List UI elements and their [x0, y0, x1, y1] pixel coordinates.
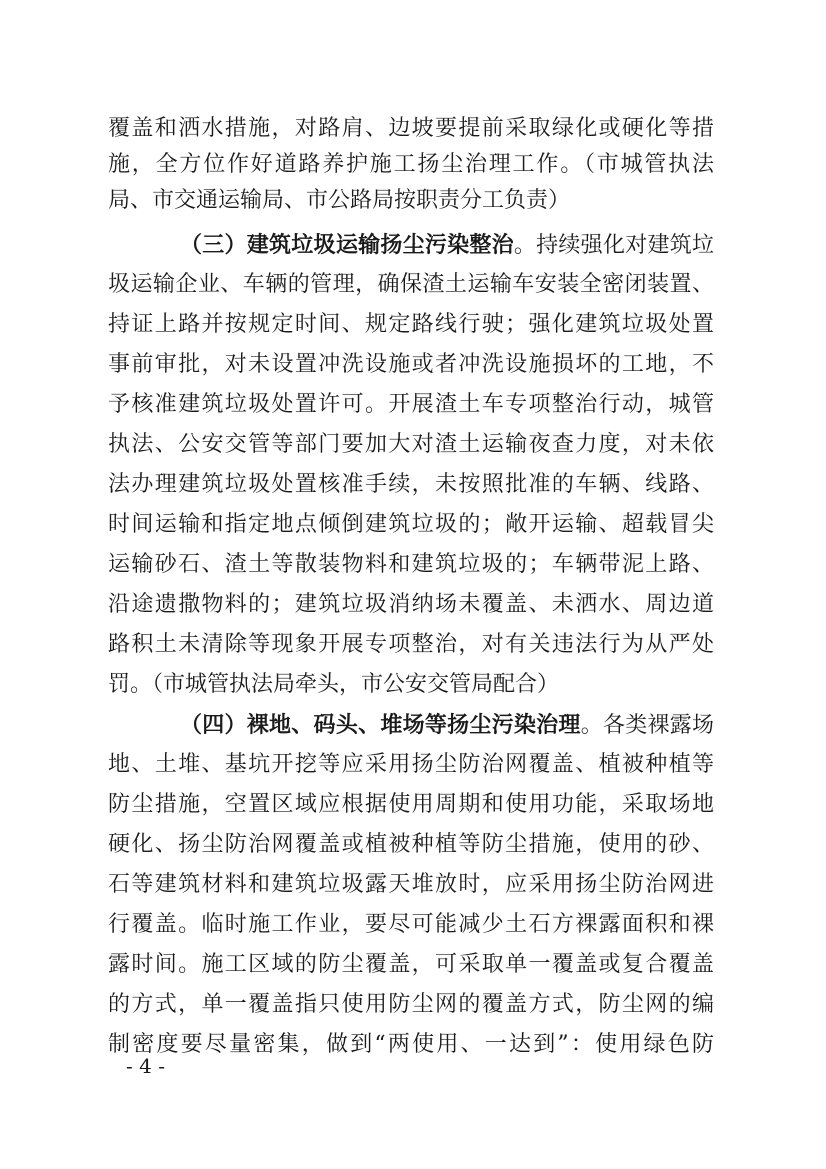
text-line-19: 硬化、扬尘防治网覆盖或植被种植等防尘措施，使用的砂、	[108, 832, 714, 857]
section-4-heading-line: （四）裸地、码头、堆场等扬尘污染治理。各类裸露场	[180, 712, 714, 738]
text-line-11: 时间运输和指定地点倾倒建筑垃圾的；敞开运输、超载冒尖	[108, 512, 714, 537]
text-line-2: 施，全方位作好道路养护施工扬尘治理工作。（市城管执法	[108, 152, 714, 177]
text-line-18: 防尘措施，空置区域应根据使用周期和使用功能，采取场地	[108, 792, 714, 817]
text-line-9: 执法、公安交管等部门要加大对渣土运输夜查力度，对未依	[108, 432, 714, 457]
text-line-3: 局、市交通运输局、市公路局按职责分工负责）	[108, 188, 571, 213]
text-line-13: 沿途遗撒物料的；建筑垃圾消纳场未覆盖、未洒水、周边道	[108, 592, 714, 617]
text-line-20: 石等建筑材料和建筑垃圾露天堆放时，应采用扬尘防治网进	[108, 872, 714, 897]
text-line-6: 持证上路并按规定时间、规定路线行驶；强化建筑垃圾处置	[108, 312, 714, 337]
text-line-21: 行覆盖。临时施工作业，要尽可能减少土石方裸露面积和裸	[108, 912, 714, 937]
text-line-8: 予核准建筑垃圾处置许可。开展渣土车专项整治行动，城管	[108, 392, 714, 417]
section-4-heading: （四）裸地、码头、堆场等扬尘污染治理	[180, 712, 581, 738]
page-number: - 4 -	[126, 1054, 165, 1078]
section-3-heading-line: （三）建筑垃圾运输扬尘污染整治。持续强化对建筑垃	[180, 232, 714, 258]
text-line-5: 圾运输企业、车辆的管理，确保渣土运输车安装全密闭装置、	[108, 272, 714, 297]
text-line-7: 事前审批，对未设置冲洗设施或者冲洗设施损坏的工地，不	[108, 352, 714, 377]
text-line-22: 露时间。施工区域的防尘覆盖，可采取单一覆盖或复合覆盖	[108, 952, 714, 977]
text-line-1: 覆盖和洒水措施，对路肩、边坡要提前采取绿化或硬化等措	[108, 116, 714, 141]
text-line-14: 路积土未清除等现象开展专项整治，对有关违法行为从严处	[108, 632, 714, 657]
text-line-17: 地、土堆、基坑开挖等应采用扬尘防治网覆盖、植被种植等	[108, 752, 714, 777]
text-line-10: 法办理建筑垃圾处置核准手续，未按照批准的车辆、线路、	[108, 472, 714, 497]
text-line-15: 罚。（市城管执法局牵头，市公安交管局配合）	[108, 672, 560, 697]
section-3-heading: （三）建筑垃圾运输扬尘污染整治	[180, 232, 514, 258]
text-line-12: 运输砂石、渣土等散装物料和建筑垃圾的；车辆带泥上路、	[108, 552, 714, 577]
text-line-24: 制密度要尽量密集，做到“两使用、一达到”：使用绿色防	[108, 1032, 714, 1057]
text-line-23: 的方式，单一覆盖指只使用防尘网的覆盖方式，防尘网的编	[108, 992, 714, 1017]
